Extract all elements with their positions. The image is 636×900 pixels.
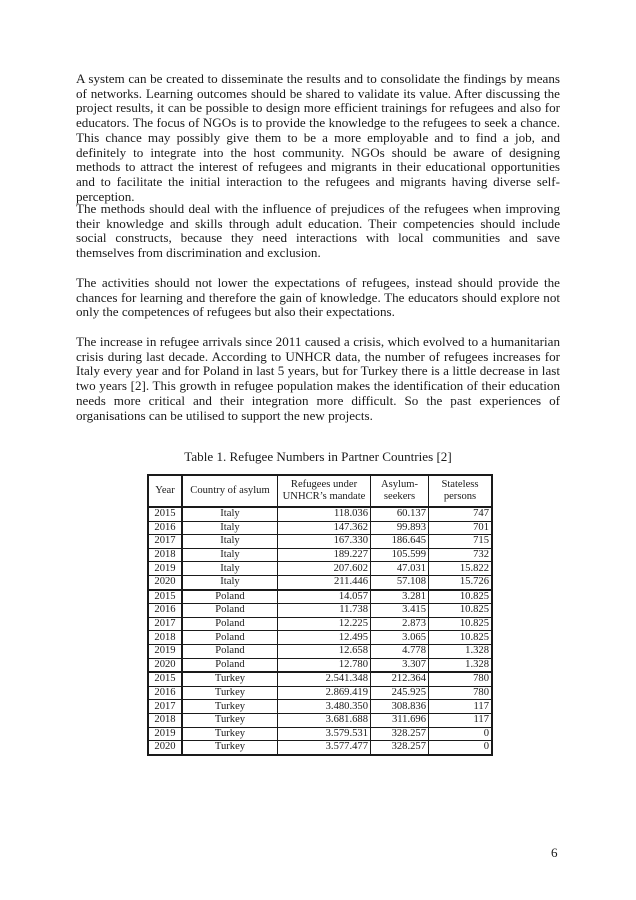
cell-country: Italy: [182, 521, 278, 535]
cell-stateless: 117: [429, 713, 493, 727]
cell-country: Turkey: [182, 741, 278, 755]
cell-country: Italy: [182, 562, 278, 576]
cell-stateless: 780: [429, 672, 493, 686]
cell-refugees: 11.738: [278, 604, 371, 618]
cell-asylum-seekers: 3.281: [371, 590, 429, 604]
cell-stateless: 10.825: [429, 631, 493, 645]
cell-country: Italy: [182, 548, 278, 562]
table-header-row: [148, 475, 492, 507]
cell-country: Poland: [182, 644, 278, 658]
cell-stateless: 1.328: [429, 658, 493, 672]
cell-asylum-seekers: 245.925: [371, 686, 429, 700]
cell-refugees: 189.227: [278, 548, 371, 562]
cell-year: 2020: [148, 658, 182, 672]
cell-refugees: 12.225: [278, 617, 371, 631]
cell-country: Poland: [182, 631, 278, 645]
cell-refugees: 211.446: [278, 575, 371, 589]
cell-country: Poland: [182, 658, 278, 672]
cell-year: 2015: [148, 672, 182, 686]
header-asylum-seekers: Asylum- seekers: [371, 475, 429, 507]
page-number: 6: [551, 845, 558, 860]
cell-year: 2018: [148, 548, 182, 562]
table-row: [148, 727, 492, 741]
cell-asylum-seekers: 186.645: [371, 535, 429, 549]
table-row: [148, 644, 492, 658]
table-row: [148, 521, 492, 535]
table-row: [148, 548, 492, 562]
cell-stateless: 0: [429, 727, 493, 741]
cell-refugees: 12.495: [278, 631, 371, 645]
cell-refugees: 2.541.348: [278, 672, 371, 686]
cell-refugees: 12.780: [278, 658, 371, 672]
cell-stateless: 701: [429, 521, 493, 535]
cell-refugees: 12.658: [278, 644, 371, 658]
cell-country: Italy: [182, 535, 278, 549]
cell-stateless: 15.726: [429, 575, 493, 589]
table-group-turkey: [148, 672, 492, 755]
header-year: Year: [148, 475, 182, 507]
paragraph-activities: The activities should not lower the expectations of refugees, instead should provide the chances for learning and therefore the gain of knowledge. The educators should explore not only the competences of refugees but also their expectations.: [76, 275, 560, 320]
cell-country: Poland: [182, 590, 278, 604]
table-row: [148, 562, 492, 576]
paragraph-refugee-increase: The increase in refugee arrivals since 2011 caused a crisis, which evolved to a humanitarian crisis during last decade. According to UNHCR data, the number of refugees increases for Italy every year and for Poland in last 5 years, but for Turkey there is a little decrease in last two years [2]. This growth in refugee population makes the identification of their education needs more critical and their integration more difficult. So the past experiences of organisations can be utilised to support the new projects.: [76, 334, 560, 423]
cell-year: 2017: [148, 535, 182, 549]
paragraph-dissemination: A system can be created to disseminate the results and to consolidate the findings by means of networks. Learning outcomes should be shared to validate its value. After discussing the project results, it can be possible to design more efficient trainings for refugees and also for educators. The focus of NGOs is to provide the knowledge to the refugees to seek a chance. This chance may possibly give them to be a more employable and to find a job, and definitely to integrate into the host community. NGOs should be aware of designing methods to attract the interest of refugees and migrants in their educational opportunities and to facilitate the initial interaction to the refugees and migrants having diverse self-perception.: [76, 71, 560, 204]
cell-year: 2019: [148, 562, 182, 576]
table-row: [148, 658, 492, 672]
table-row: [148, 617, 492, 631]
cell-refugees: 118.036: [278, 507, 371, 521]
cell-country: Turkey: [182, 727, 278, 741]
paragraph-methods: The methods should deal with the influence of prejudices of the refugees when improving their knowledge and skills through adult education. Their competencies should include social constructs, because they need interactions with local communities and save themselves from discrimination and exclusion.: [76, 201, 560, 261]
cell-asylum-seekers: 308.836: [371, 700, 429, 714]
cell-country: Italy: [182, 507, 278, 521]
table-row: [148, 604, 492, 618]
table-caption: Table 1. Refugee Numbers in Partner Countries [2]: [184, 449, 452, 464]
cell-asylum-seekers: 105.599: [371, 548, 429, 562]
cell-stateless: 715: [429, 535, 493, 549]
cell-year: 2019: [148, 727, 182, 741]
table-group-italy: [148, 507, 492, 590]
cell-asylum-seekers: 212.364: [371, 672, 429, 686]
cell-stateless: 747: [429, 507, 493, 521]
cell-refugees: 3.681.688: [278, 713, 371, 727]
cell-stateless: 1.328: [429, 644, 493, 658]
cell-asylum-seekers: 3.307: [371, 658, 429, 672]
cell-year: 2016: [148, 686, 182, 700]
cell-country: Turkey: [182, 686, 278, 700]
cell-asylum-seekers: 328.257: [371, 727, 429, 741]
table-row: [148, 700, 492, 714]
cell-stateless: 10.825: [429, 617, 493, 631]
cell-asylum-seekers: 99.893: [371, 521, 429, 535]
cell-refugees: 3.577.477: [278, 741, 371, 755]
cell-refugees: 14.057: [278, 590, 371, 604]
cell-year: 2015: [148, 507, 182, 521]
cell-country: Italy: [182, 575, 278, 589]
cell-stateless: 10.825: [429, 604, 493, 618]
cell-year: 2018: [148, 631, 182, 645]
cell-stateless: 732: [429, 548, 493, 562]
table-row: [148, 741, 492, 755]
cell-stateless: 15.822: [429, 562, 493, 576]
table-group-poland: [148, 590, 492, 673]
cell-year: 2020: [148, 741, 182, 755]
table-row: [148, 590, 492, 604]
cell-stateless: 117: [429, 700, 493, 714]
cell-asylum-seekers: 311.696: [371, 713, 429, 727]
cell-year: 2018: [148, 713, 182, 727]
cell-year: 2017: [148, 617, 182, 631]
table-row: [148, 672, 492, 686]
cell-refugees: 2.869.419: [278, 686, 371, 700]
cell-year: 2017: [148, 700, 182, 714]
cell-country: Turkey: [182, 672, 278, 686]
cell-country: Poland: [182, 617, 278, 631]
cell-refugees: 167.330: [278, 535, 371, 549]
header-country: Country of asylum: [182, 475, 278, 507]
cell-stateless: 10.825: [429, 590, 493, 604]
cell-year: 2019: [148, 644, 182, 658]
table-row: [148, 631, 492, 645]
header-refugees: Refugees under UNHCR’s mandate: [278, 475, 371, 507]
cell-stateless: 780: [429, 686, 493, 700]
cell-country: Poland: [182, 604, 278, 618]
cell-year: 2016: [148, 521, 182, 535]
cell-asylum-seekers: 3.065: [371, 631, 429, 645]
header-stateless: Stateless persons: [429, 475, 493, 507]
table-row: [148, 686, 492, 700]
table-row: [148, 535, 492, 549]
cell-asylum-seekers: 328.257: [371, 741, 429, 755]
cell-stateless: 0: [429, 741, 493, 755]
cell-refugees: 3.579.531: [278, 727, 371, 741]
cell-refugees: 207.602: [278, 562, 371, 576]
cell-asylum-seekers: 57.108: [371, 575, 429, 589]
cell-asylum-seekers: 2.873: [371, 617, 429, 631]
cell-refugees: 147.362: [278, 521, 371, 535]
refugee-numbers-table: [147, 474, 493, 756]
cell-year: 2016: [148, 604, 182, 618]
cell-country: Turkey: [182, 713, 278, 727]
table-row: [148, 575, 492, 589]
table-row: [148, 507, 492, 521]
cell-country: Turkey: [182, 700, 278, 714]
cell-asylum-seekers: 3.415: [371, 604, 429, 618]
cell-asylum-seekers: 47.031: [371, 562, 429, 576]
cell-refugees: 3.480.350: [278, 700, 371, 714]
table-row: [148, 713, 492, 727]
cell-year: 2020: [148, 575, 182, 589]
cell-asylum-seekers: 60.137: [371, 507, 429, 521]
cell-asylum-seekers: 4.778: [371, 644, 429, 658]
cell-year: 2015: [148, 590, 182, 604]
